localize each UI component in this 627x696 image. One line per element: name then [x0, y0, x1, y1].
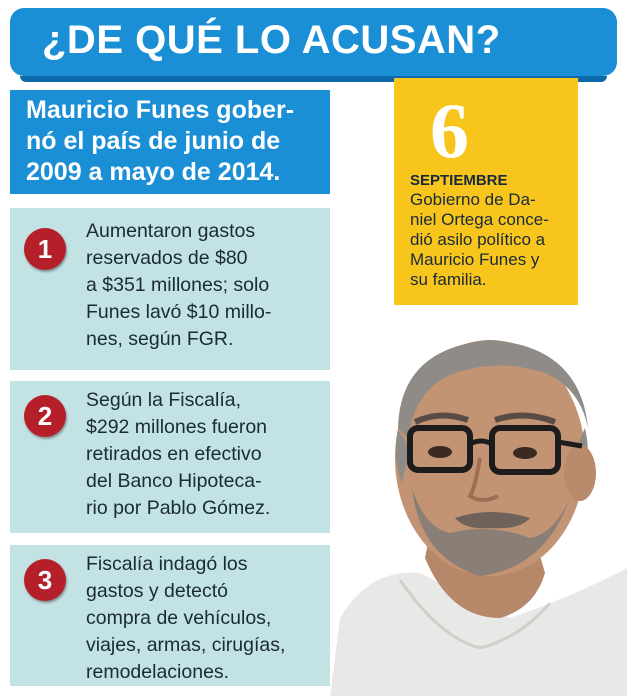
intro-box: [10, 90, 330, 194]
accusation-text: Según la Fiscalía, $292 millones fueron retirados en efectivo del Banco Hipoteca- rio por Pablo Gómez.: [86, 389, 271, 519]
date-month: SEPTIEMBRE: [410, 172, 508, 189]
title-banner: [10, 8, 617, 76]
number-badge: 2: [24, 395, 66, 437]
intro-text: Mauricio Funes gober- nó el país de junio de 2009 a mayo de 2014.: [26, 96, 295, 186]
date-text: Gobierno de Da- niel Ortega conce- dió asilo político a Mauricio Funes y su familia.: [410, 190, 549, 289]
number-badge: 3: [24, 559, 66, 601]
accusation-item-1: [10, 208, 330, 370]
date-day: 6: [430, 87, 469, 174]
accusation-item-3: [10, 545, 330, 686]
portrait-photo: [330, 318, 627, 696]
accusation-text: Aumentaron gastos reservados de $80 a $351 millones; solo Funes lavó $10 millo- nes, según FGR.: [86, 220, 272, 350]
page-title: ¿DE QUÉ LO ACUSAN?: [42, 18, 501, 62]
accusation-item-2: [10, 381, 330, 533]
number-badge: 1: [24, 228, 66, 270]
date-box: [394, 78, 578, 305]
accusation-text: Fiscalía indagó los gastos y detectó compra de vehículos, viajes, armas, cirugías, remodelaciones.: [86, 553, 286, 683]
